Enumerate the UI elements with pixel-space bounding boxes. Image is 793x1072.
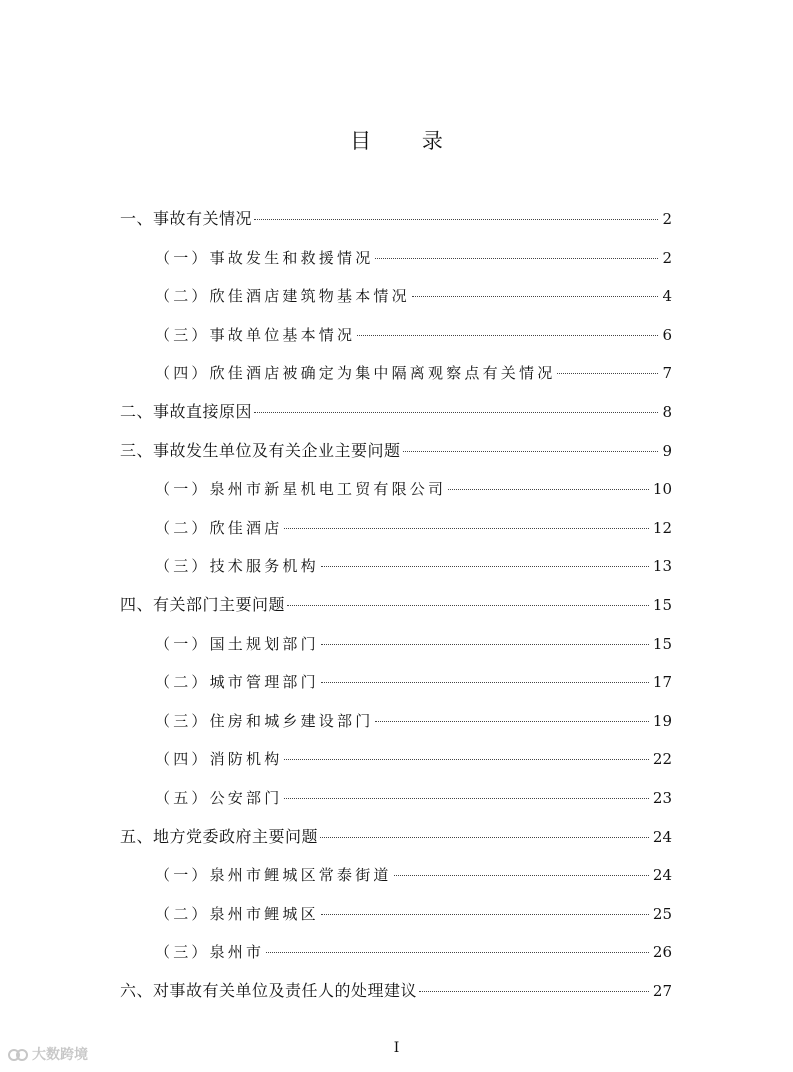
toc-section-row[interactable] bbox=[155, 476, 672, 502]
toc-entry-page: 17 bbox=[652, 673, 672, 691]
toc-chapter-row[interactable] bbox=[120, 978, 672, 1004]
toc-entry-page: 24 bbox=[652, 866, 672, 884]
toc-entry-page: 6 bbox=[662, 326, 672, 344]
toc-chapter-row[interactable] bbox=[120, 399, 672, 425]
toc-entry-title: （一）泉州市鲤城区常泰街道 bbox=[155, 866, 392, 884]
toc-dot-leader bbox=[375, 721, 649, 722]
toc-dot-leader bbox=[287, 605, 649, 606]
toc-entry-page: 9 bbox=[662, 442, 672, 460]
toc-dot-leader bbox=[321, 914, 649, 915]
toc-entry-title: （三）住房和城乡建设部门 bbox=[155, 712, 374, 730]
toc-entry-page: 12 bbox=[652, 519, 672, 537]
toc-entry-title: 一、事故有关情况 bbox=[120, 209, 253, 228]
watermark bbox=[8, 1044, 88, 1064]
toc-dot-leader bbox=[375, 258, 658, 259]
toc-dot-leader bbox=[266, 952, 649, 953]
toc-section-row[interactable] bbox=[155, 862, 672, 888]
toc-section-row[interactable] bbox=[155, 322, 672, 348]
toc-section-row[interactable] bbox=[155, 708, 672, 734]
toc-section-row[interactable] bbox=[155, 283, 672, 309]
toc-chapter-row[interactable] bbox=[120, 824, 672, 850]
toc-section-row[interactable] bbox=[155, 939, 672, 965]
toc-dot-leader bbox=[403, 451, 659, 452]
toc-entry-page: 4 bbox=[662, 287, 672, 305]
toc-entry-page: 13 bbox=[652, 557, 672, 575]
toc-entry-page: 8 bbox=[662, 403, 672, 421]
toc-section-row[interactable] bbox=[155, 245, 672, 271]
toc-entry-page: 22 bbox=[652, 750, 672, 768]
toc-dot-leader bbox=[321, 566, 649, 567]
toc-entry-title: （三）事故单位基本情况 bbox=[155, 326, 356, 344]
toc-dot-leader bbox=[254, 219, 658, 220]
toc-entry-page: 25 bbox=[652, 905, 672, 923]
toc-dot-leader bbox=[254, 412, 658, 413]
toc-section-row[interactable] bbox=[155, 785, 672, 811]
toc-chapter-row[interactable] bbox=[120, 438, 672, 464]
toc-chapter-row[interactable] bbox=[120, 592, 672, 618]
toc-entry-title: （一）泉州市新星机电工贸有限公司 bbox=[155, 480, 447, 498]
toc-entry-title: （三）泉州市 bbox=[155, 943, 265, 961]
toc-entry-title: （三）技术服务机构 bbox=[155, 557, 319, 575]
toc-entry-title: 五、地方党委政府主要问题 bbox=[120, 827, 319, 846]
toc-dot-leader bbox=[394, 875, 649, 876]
toc-entry-page: 19 bbox=[652, 712, 672, 730]
toc-entry-title: 三、事故发生单位及有关企业主要问题 bbox=[120, 441, 401, 460]
toc-entry-title: 六、对事故有关单位及责任人的处理建议 bbox=[120, 981, 418, 1000]
toc-dot-leader bbox=[284, 798, 649, 799]
toc-dot-leader bbox=[448, 489, 649, 490]
toc-entry-page: 27 bbox=[652, 982, 672, 1000]
page-number: I bbox=[393, 1040, 400, 1056]
toc-entry-page: 15 bbox=[652, 596, 672, 614]
toc-dot-leader bbox=[320, 837, 649, 838]
toc-dot-leader bbox=[284, 528, 649, 529]
toc-section-row[interactable] bbox=[155, 515, 672, 541]
watermark-text: 大数跨境 bbox=[32, 1047, 88, 1063]
toc-entry-title: （一）国土规划部门 bbox=[155, 635, 319, 653]
toc-dot-leader bbox=[412, 296, 659, 297]
toc-entry-title: （五）公安部门 bbox=[155, 789, 283, 807]
toc-entry-page: 2 bbox=[662, 210, 672, 228]
toc-section-row[interactable] bbox=[155, 360, 672, 386]
watermark-logo-icon bbox=[8, 1046, 28, 1062]
toc-entry-page: 23 bbox=[652, 789, 672, 807]
toc-entry-title: 二、事故直接原因 bbox=[120, 402, 253, 421]
toc-entry-page: 7 bbox=[662, 364, 672, 382]
toc-entry-title: （四）欣佳酒店被确定为集中隔离观察点有关情况 bbox=[155, 364, 556, 382]
toc-entry-page: 15 bbox=[652, 635, 672, 653]
toc-chapter-row[interactable] bbox=[120, 206, 672, 232]
toc-dot-leader bbox=[321, 644, 649, 645]
toc-entry-title: （二）城市管理部门 bbox=[155, 673, 319, 691]
toc-entry-page: 2 bbox=[662, 249, 672, 267]
toc-entry-title: （四）消防机构 bbox=[155, 750, 283, 768]
toc-entry-title: （二）欣佳酒店 bbox=[155, 519, 283, 537]
toc-section-row[interactable] bbox=[155, 553, 672, 579]
toc-dot-leader bbox=[357, 335, 658, 336]
toc-section-row[interactable] bbox=[155, 669, 672, 695]
toc-entry-title: 四、有关部门主要问题 bbox=[120, 595, 286, 614]
toc-section-row[interactable] bbox=[155, 746, 672, 772]
toc-section-row[interactable] bbox=[155, 631, 672, 657]
toc-entry-title: （二）欣佳酒店建筑物基本情况 bbox=[155, 287, 410, 305]
toc-dot-leader bbox=[557, 373, 658, 374]
toc-entry-title: （二）泉州市鲤城区 bbox=[155, 905, 319, 923]
page-title: 目 录 bbox=[350, 129, 465, 153]
toc-entry-page: 10 bbox=[652, 480, 672, 498]
toc-entry-title: （一）事故发生和救援情况 bbox=[155, 249, 374, 267]
toc-dot-leader bbox=[321, 682, 649, 683]
toc-entry-page: 26 bbox=[652, 943, 672, 961]
toc-dot-leader bbox=[419, 991, 649, 992]
toc-entry-page: 24 bbox=[652, 828, 672, 846]
toc-section-row[interactable] bbox=[155, 901, 672, 927]
toc-dot-leader bbox=[284, 759, 649, 760]
